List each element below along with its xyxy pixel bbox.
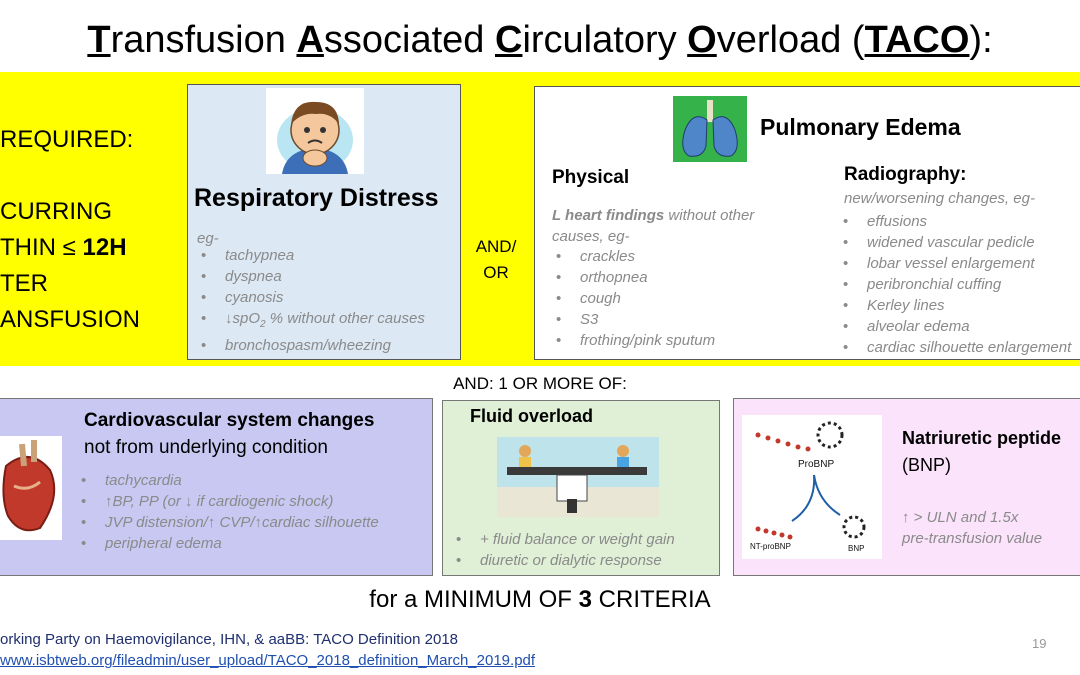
seesaw-illustration (497, 437, 659, 517)
list-item: • cardiac silhouette enlargement (839, 337, 1080, 358)
and-one-or-more-label: AND: 1 OR MORE OF: (453, 374, 627, 393)
list-item: • lobar vessel enlargement (839, 253, 1080, 274)
required-line: CURRING (0, 198, 112, 225)
title-letter-t: T (87, 19, 111, 61)
required-label: REQUIRED: (0, 126, 134, 153)
list-item: • peripheral edema (77, 533, 379, 554)
bnp-label: BNP (848, 544, 865, 553)
list-item: • dyspnea (197, 266, 425, 287)
minimum-criteria-text: for a MINIMUM OF 3 CRITERIA (369, 586, 711, 613)
required-spacer (0, 158, 180, 194)
list-item: • ↑BP, PP (or ↓ if cardiogenic shock) (77, 491, 379, 512)
respiratory-signs-list (197, 245, 425, 356)
list-item: • peribronchial cuffing (839, 274, 1080, 295)
cardiovascular-list (77, 470, 379, 554)
list-item: • JVP distension/↑ CVP/↑cardiac silhouette (77, 512, 379, 533)
probnp-label: ProBNP (798, 459, 835, 470)
physical-intro: L heart findings without other causes, eg- (552, 207, 755, 245)
list-item: • cough (552, 288, 715, 309)
cardiovascular-title: Cardiovascular system changes (84, 410, 375, 431)
list-item: • tachypnea (197, 245, 425, 266)
list-item: • bronchospasm/wheezing (197, 335, 425, 356)
list-item: • Kerley lines (839, 295, 1080, 316)
radiography-heading: Radiography: (844, 164, 967, 185)
fluid-overload-list (452, 529, 675, 571)
title-part: verload ( (716, 19, 865, 61)
pulmonary-edema-title: Pulmonary Edema (760, 114, 961, 140)
fluid-overload-title: Fluid overload (470, 406, 594, 426)
and-or-connector: AND/ OR (475, 237, 517, 282)
list-item: • widened vascular pedicle (839, 232, 1080, 253)
respiratory-distress-title: Respiratory Distress (194, 184, 439, 212)
required-line: ANSFUSION (0, 306, 141, 333)
title-letter-a: A (296, 19, 324, 61)
radiography-intro: new/worsening changes, eg- (844, 190, 1035, 207)
physical-heading: Physical (552, 167, 630, 188)
list-item: • tachycardia (77, 470, 379, 491)
title-acronym: TACO (864, 19, 970, 61)
list-item: • ↓spO$_2$ % without other causes (197, 308, 425, 335)
natriuretic-peptide-title: Natriuretic peptide (902, 428, 1062, 448)
title-part: ssociated (323, 19, 495, 61)
citation-link[interactable]: www.isbtweb.org/fileadmin/user_upload/TACO_2018_definition_March_2019.pdf (0, 652, 536, 669)
list-item: • frothing/pink sputum (552, 330, 715, 351)
list-item: • crackles (552, 246, 715, 267)
list-item: • + fluid balance or weight gain (452, 529, 675, 550)
title-part: ): (969, 19, 993, 61)
required-text (0, 122, 180, 338)
bnp-threshold: ↑ > ULN and 1.5x pre-transfusion value (902, 509, 1043, 547)
list-item: • S3 (552, 309, 715, 330)
lungs-icon (673, 96, 747, 162)
list-item: • orthopnea (552, 267, 715, 288)
natriuretic-peptide-subtitle: (BNP) (902, 455, 951, 475)
page-number: 19 (1032, 636, 1047, 651)
list-item: • diuretic or dialytic response (452, 550, 675, 571)
title-part: ransfusion (110, 19, 297, 61)
title-letter-c: C (495, 19, 523, 61)
list-item: • alveolar edema (839, 316, 1080, 337)
physical-findings-list (552, 246, 715, 351)
respiratory-eg: eg- (197, 230, 219, 247)
distressed-person-illustration (266, 88, 364, 174)
radiography-findings-list (839, 211, 1080, 358)
list-item: • effusions (839, 211, 1080, 232)
required-line: TER (0, 270, 48, 297)
heart-illustration (0, 436, 62, 540)
slide-title (0, 14, 1080, 66)
required-line: THIN ≤ 12H (0, 234, 127, 261)
bnp-cleavage-diagram (742, 415, 882, 559)
list-item: • cyanosis (197, 287, 425, 308)
ntprobnp-label: NT-proBNP (750, 542, 791, 551)
title-letter-o: O (687, 19, 717, 61)
citation-text: orking Party on Haemovigilance, IHN, & aaBB: TACO Definition 2018 (0, 631, 458, 648)
title-part: irculatory (522, 19, 688, 61)
cardiovascular-subtitle: not from underlying condition (84, 437, 328, 458)
